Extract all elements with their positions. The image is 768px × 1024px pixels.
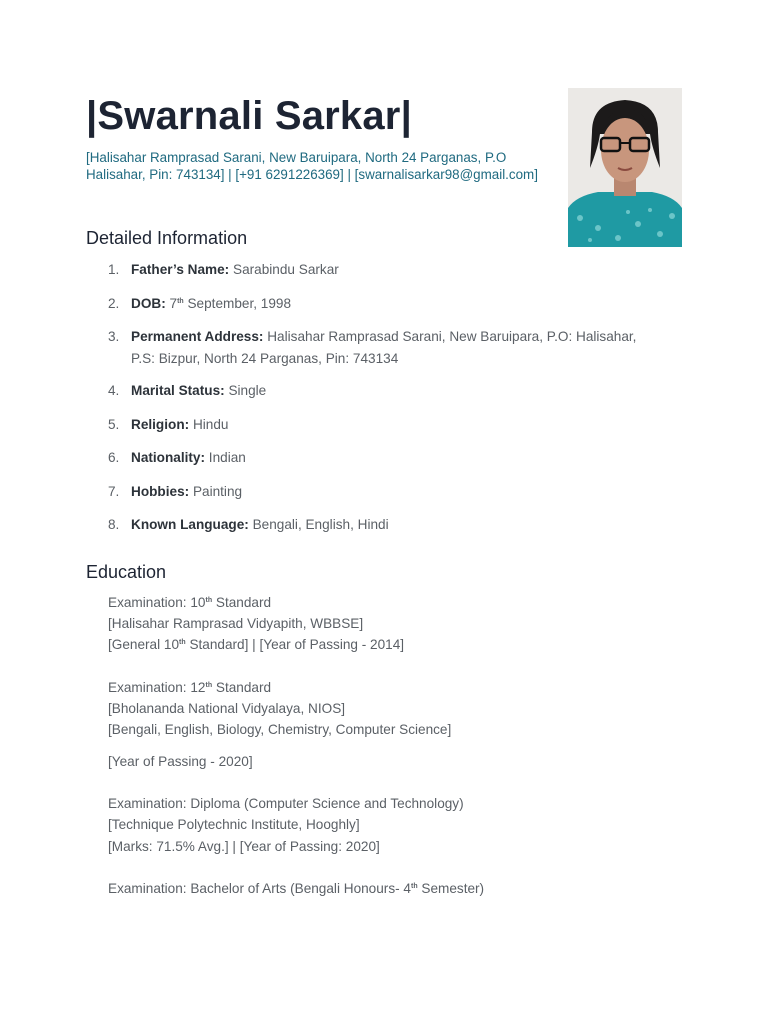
education-ba-examination: Examination: Bachelor of Arts (Bengali Honours- 4th Semester) (108, 881, 485, 896)
info-key: Father’s Name: (131, 262, 230, 277)
education-12th-examination: Examination: 12th Standard (108, 680, 272, 695)
info-value: September, 1998 (187, 296, 292, 311)
info-value-day: 7 (169, 296, 178, 311)
education-12th-year: [Year of Passing - 2020] (108, 754, 253, 769)
education-diploma-examination: Examination: Diploma (Computer Science and Technology) (108, 796, 464, 811)
contact-info (86, 149, 556, 183)
contact-line-1: [Halisahar Ramprasad Sarani, New Baruipara, North 24 Parganas, P.O (86, 150, 507, 165)
list-number: 2. (108, 296, 120, 311)
info-value: Single (228, 383, 267, 398)
info-value: Hindu (192, 417, 229, 432)
info-key: Religion: (131, 417, 190, 432)
list-number: 4. (108, 383, 120, 398)
info-value: Painting (192, 484, 243, 499)
info-key: Known Language: (131, 517, 249, 532)
info-key: Permanent Address: (131, 329, 264, 344)
info-key: Marital Status: (131, 383, 225, 398)
info-key: Nationality: (131, 450, 206, 465)
education-12th-subjects: [Bengali, English, Biology, Chemistry, Computer Science] (108, 722, 452, 737)
education-10th-school: [Halisahar Ramprasad Vidyapith, WBBSE] (108, 616, 364, 631)
education-heading: Education (86, 562, 167, 582)
education-diploma-marks: [Marks: 71.5% Avg.] | [Year of Passing: 2020] (108, 839, 380, 854)
info-key: DOB: (131, 296, 166, 311)
profile-photo (568, 88, 682, 247)
ordinal-suffix: th (179, 639, 186, 646)
info-key: Hobbies: (131, 484, 190, 499)
list-number: 5. (108, 417, 120, 432)
list-number: 6. (108, 450, 120, 465)
list-number: 8. (108, 517, 120, 532)
detailed-information-heading: Detailed Information (86, 228, 248, 248)
info-value-line-2: P.S: Bizpur, North 24 Parganas, Pin: 743134 (131, 351, 399, 366)
ordinal-suffix: th (205, 597, 213, 604)
ordinal-suffix: th (205, 682, 213, 689)
info-value: Indian (208, 450, 246, 465)
education-10th-examination: Examination: 10th Standard (108, 595, 272, 610)
resume-name: |Swarnali Sarkar| (86, 94, 412, 138)
info-value: Halisahar Ramprasad Sarani, New Baruipara, P.O: Halisahar, (267, 329, 637, 344)
education-12th-school: [Bholananda National Vidyalaya, NIOS] (108, 701, 346, 716)
education-diploma-institute: [Technique Polytechnic Institute, Hooghly] (108, 817, 360, 832)
info-value: Sarabindu Sarkar (233, 262, 339, 277)
ordinal-suffix: th (177, 298, 184, 305)
info-value: Bengali, English, Hindi (252, 517, 389, 532)
education-10th-detail: [General 10th Standard] | [Year of Passing - 2014] (108, 637, 405, 652)
list-number: 1. (108, 262, 120, 277)
list-number: 7. (108, 484, 120, 499)
contact-line-2: Halisahar, Pin: 743134] | [+91 6291226369] | [swarnalisarkar98@gmail.com] (86, 167, 538, 182)
list-number: 3. (108, 329, 120, 344)
ordinal-suffix: th (411, 883, 418, 890)
